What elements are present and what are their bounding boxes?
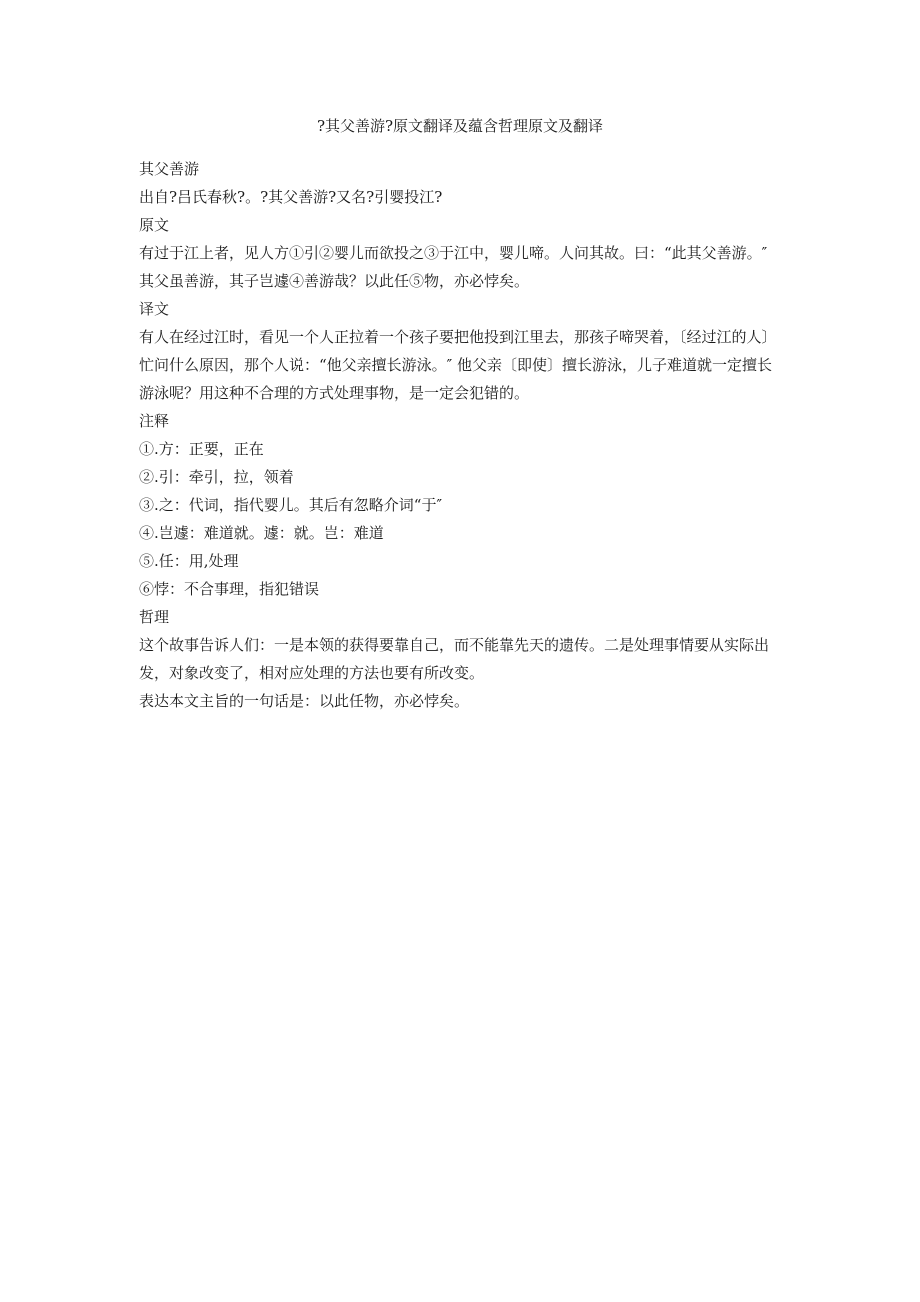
translation-text: 有人在经过江时，看见一个人正拉着一个孩子要把他投到江里去，那孩子啼哭着，〔经过江的人〕忙问什么原因，那个人说：“他父亲擅长游泳。″ 他父亲〔即使〕擅长游泳，儿子难道就一定擅长游泳呢？用这种不合理的方式处理事物，是一定会犯错的。 (139, 328, 777, 402)
note-item: ②.引：牵引，拉，领着 (139, 468, 294, 486)
note-item: ③.之：代词，指代婴儿。其后有忽略介词“于″ (139, 496, 443, 514)
note-item: ⑥悖：不合事理，指犯错误 (139, 580, 320, 598)
note-item: ⑤.任：用,处理 (139, 552, 239, 570)
philosophy-heading: 哲理 (139, 608, 170, 626)
story-heading: 其父善游 (139, 160, 200, 178)
philosophy-text: 这个故事告诉人们：一是本领的获得要靠自己，而不能靠先天的遗传。二是处理事情要从实际出发，对象改变了，相对应处理的方法也要有所改变。 (139, 636, 770, 682)
note-item: ①.方：正要，正在 (139, 440, 264, 458)
document-title: ?其父善游?原文翻译及蕴含哲理原文及翻译 (316, 117, 604, 135)
original-heading: 原文 (139, 216, 170, 234)
translation-heading: 译文 (139, 300, 170, 318)
source-line: 出自?吕氏春秋?。?其父善游?又名?引婴投江? (139, 188, 443, 206)
notes-heading: 注释 (139, 412, 170, 430)
note-item: ④.岂遽：难道就。遽：就。岂：难道 (139, 524, 384, 542)
original-text: 有过于江上者，见人方①引②婴儿而欲投之③于江中，婴儿啼。人问其故。曰：“此其父善游。″ 其父虽善游，其子岂遽④善游哉？以此任⑤物，亦必悖矣。 (139, 244, 768, 290)
document-body (139, 155, 784, 715)
main-idea-text: 表达本文主旨的一句话是：以此任物，亦必悖矣。 (139, 692, 470, 710)
